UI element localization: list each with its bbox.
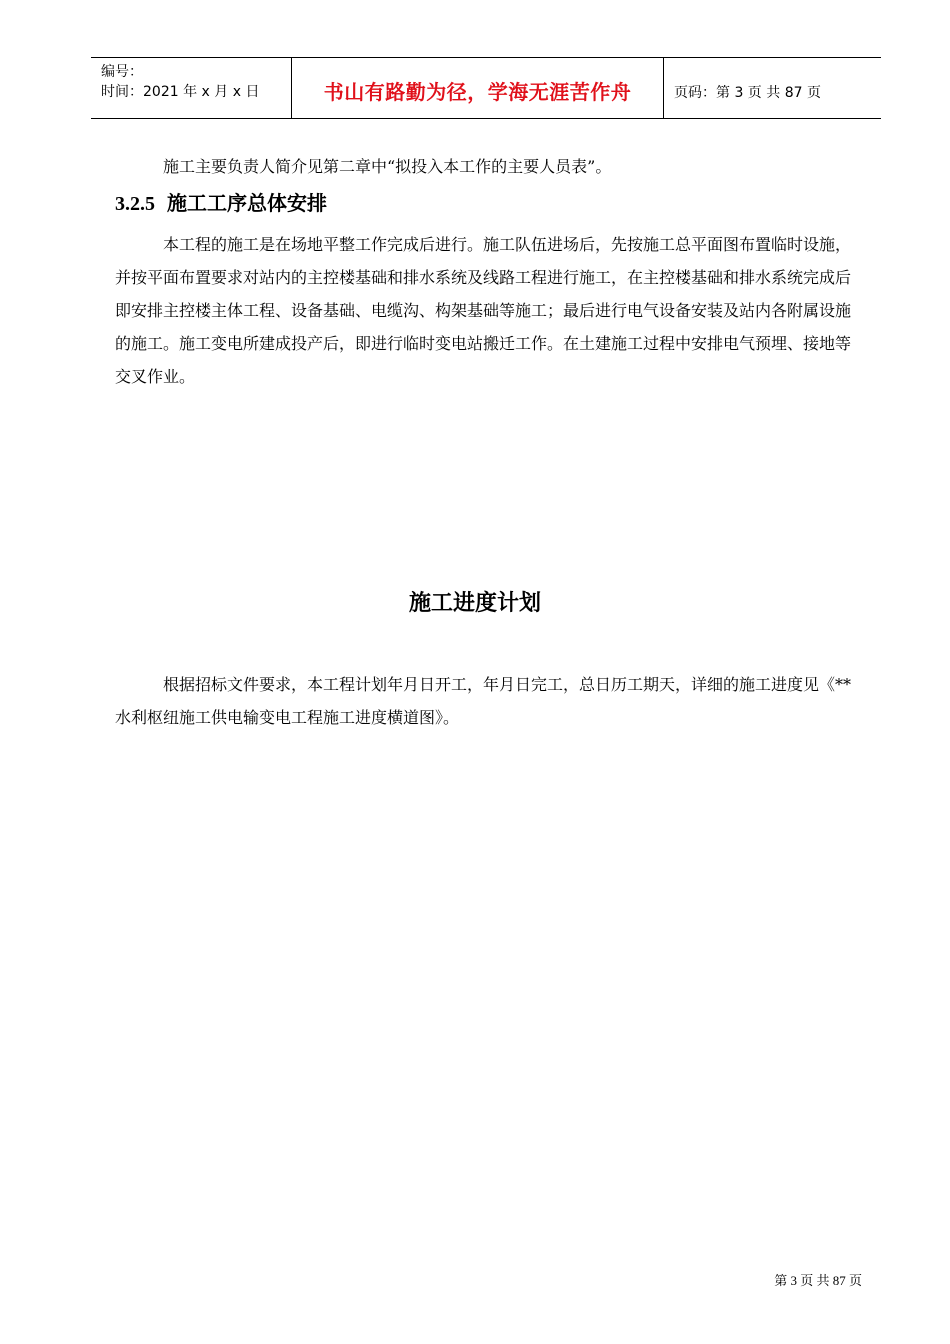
- schedule-paragraph: 根据招标文件要求，本工程计划年月日开工，年月日完工，总日历工期天，详细的施工进度见《**水利枢纽施工供电输变电工程施工进度横道图》。: [115, 675, 852, 727]
- chapter-title: 施工进度计划: [408, 591, 541, 616]
- page-header: [91, 57, 881, 119]
- section-title: 施工工序总体安排: [167, 191, 327, 215]
- intro-paragraph: 施工主要负责人简介见第二章中“拟投入本工作的主要人员表”。: [163, 157, 612, 176]
- header-meta: [91, 58, 292, 118]
- document-date: 时间：2021 年 x 月 x 日: [101, 84, 260, 100]
- page-footer: 第 3 页 共 87 页: [774, 1273, 862, 1288]
- header-page-info: 页码：第 3 页 共 87 页: [674, 85, 821, 101]
- section-number: 3.2.5: [115, 193, 155, 215]
- document-number-label: 编号：: [101, 64, 143, 80]
- section-paragraph: 本工程的施工是在场地平整工作完成后进行。施工队伍进场后，先按施工总平面图布置临时设施，并按平面布置要求对站内的主控楼基础和排水系统及线路工程进行施工，在主控楼基础和排水系统完成后即安排主控楼主体工程、设备基础、电缆沟、构架基础等施工；最后进行电气设备安装及站内各附属设施的施工。施工变电所建成投产后，即进行临时变电站搬迁工作。在土建施工过程中安排电气预埋、接地等交叉作业。: [115, 235, 852, 386]
- header-motto: 书山有路勤为径，学海无涯苦作舟: [292, 58, 664, 118]
- section-heading: [115, 188, 327, 219]
